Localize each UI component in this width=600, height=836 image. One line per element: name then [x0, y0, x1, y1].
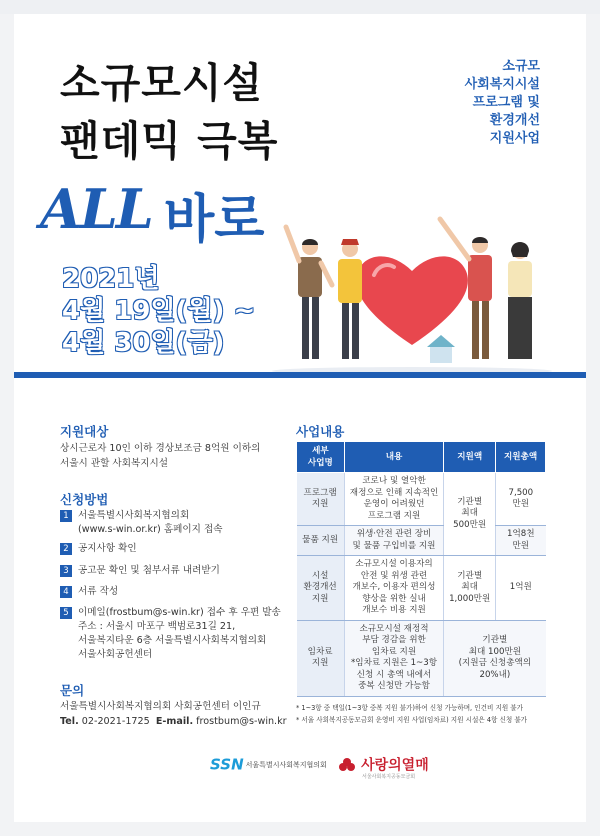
table-note: * 서울 사회복지공동모금회 운영비 지원 사업(임차료) 지원 시설은 4항 신청 불가 — [296, 716, 528, 724]
ssn-logo — [210, 754, 327, 776]
step-number: 3 — [60, 565, 72, 577]
target-line: 서울시 관할 사회복지시설 — [60, 458, 169, 469]
step-line: (www.s-win.or.kr) 홈페이지 접속 — [78, 524, 223, 535]
contact-line — [60, 714, 287, 729]
cell-name: 임차료 지원 — [297, 620, 345, 696]
step-line: 주소 : 서울시 마포구 백범로31길 21, — [78, 621, 236, 632]
step-line: 서울특별시사회복지협의회 — [78, 510, 190, 521]
cell-amount: 기관별 최대 1,000만원 — [444, 556, 496, 621]
date-end: 4월 30일(금) — [62, 328, 225, 358]
col-header: 세부 사업명 — [297, 442, 345, 473]
love-fruit-logo — [338, 754, 429, 780]
allbaro-en: ALL — [40, 177, 152, 241]
date-start: 4월 19일(월) ~ — [62, 296, 256, 326]
cell-name: 시설 환경개선 지원 — [297, 556, 345, 621]
target-text — [60, 441, 260, 471]
date-year: 2021년 — [62, 264, 160, 294]
col-header: 내용 — [344, 442, 444, 473]
cell-content: 소규모시설 재정적 부담 경감을 위한 임차료 지원 *임차료 지원은 1~3항 신청 시 총액 내에서 중복 신청만 가능함 — [344, 620, 444, 696]
subtitle-line: 지원사업 — [489, 131, 540, 146]
step-line: 공지사항 확인 — [78, 543, 137, 554]
cell-total: 7,500 만원 — [496, 473, 546, 526]
target-line: 상시근로자 10인 이하 경상보조금 8억원 이하의 — [60, 443, 261, 454]
apply-step-4 — [60, 585, 118, 599]
table-header-row — [297, 442, 546, 473]
email-label: E-mail. — [155, 716, 194, 727]
apply-step-5 — [60, 606, 281, 662]
apply-heading: 신청방법 — [60, 492, 109, 507]
cell-name: 물품 지원 — [297, 526, 345, 556]
allbaro-ko: 바로 — [164, 190, 265, 250]
step-line: 서울복지타운 6층 서울특별시사회복지협의회 — [78, 635, 267, 646]
col-header: 지원총액 — [496, 442, 546, 473]
subtitle-line: 사회복지시설 — [464, 77, 540, 92]
fruit-icon — [338, 758, 356, 772]
table-row — [297, 473, 546, 526]
contact-org: 서울특별시사회복지협의회 사회공헌센터 이인규 — [60, 701, 261, 712]
cell-content: 코로나 및 열악한 재정으로 인해 지속적인 운영이 어려웠던 프로그램 지원 — [344, 473, 444, 526]
cell-amount-total: 기관별 최대 100만원 (지원금 신청총액의 20%내) — [444, 620, 546, 696]
table-note: * 1~3항 중 택일(1~3항 중복 지원 불가)하여 신청 가능하며, 인건비 지원 불가 — [296, 704, 524, 712]
business-heading: 사업내용 — [296, 424, 345, 439]
apply-step-1 — [60, 509, 222, 537]
table-row — [297, 526, 546, 556]
table-row — [297, 620, 546, 696]
cell-total: 1억원 — [496, 556, 546, 621]
table-row — [297, 556, 546, 621]
step-number: 1 — [60, 510, 72, 522]
subtitle-line: 프로그램 및 — [472, 95, 540, 110]
step-line: 서류 작성 — [78, 586, 119, 597]
step-number: 4 — [60, 586, 72, 598]
step-line: 이메일(frostbum@s-win.kr) 접수 후 우편 발송 — [78, 607, 281, 618]
tel-label: Tel. — [60, 716, 79, 727]
step-number: 2 — [60, 543, 72, 555]
subtitle-line: 환경개선 — [489, 113, 540, 128]
cell-content: 소규모시설 이용자의 안전 및 위생 관련 개보수, 이용자 편의성 향상을 위한 실내 개보수 비용 지원 — [344, 556, 444, 621]
cell-name: 프로그램 지원 — [297, 473, 345, 526]
business-table — [296, 441, 546, 697]
email-value: frostbum@s-win.kr — [196, 716, 287, 727]
love-mark: 사랑의열매 — [361, 757, 429, 774]
title-line-1: 소규모시설 — [60, 59, 264, 107]
tel-value: 02-2021-1725 — [81, 716, 150, 727]
people-heart-illustration — [262, 205, 562, 375]
cell-content: 위생·안전 관련 장비 및 물품 구입비를 지원 — [344, 526, 444, 556]
cell-amount: 기관별 최대 500만원 — [444, 473, 496, 556]
ssn-mark: SSN — [210, 755, 244, 774]
program-subtitle — [465, 58, 540, 148]
step-number: 5 — [60, 607, 72, 619]
cell-total: 1억8천 만원 — [496, 526, 546, 556]
top-strip — [0, 0, 600, 14]
contact-heading: 문의 — [60, 683, 85, 698]
ssn-name: 서울특별시사회복지협의회 — [245, 760, 327, 769]
apply-step-2 — [60, 542, 137, 556]
divider-bar — [14, 372, 586, 378]
target-heading: 지원대상 — [60, 424, 109, 439]
subtitle-line: 소규모 — [502, 59, 540, 74]
step-line: 서울사회공헌센터 — [78, 649, 153, 660]
apply-step-3 — [60, 564, 220, 578]
step-line: 공고문 확인 및 첨부서류 내려받기 — [78, 565, 220, 576]
title-line-2: 팬데믹 극복 — [60, 117, 279, 165]
col-header: 지원액 — [444, 442, 496, 473]
love-sub: 서울사회복지공동모금회 — [362, 773, 416, 780]
